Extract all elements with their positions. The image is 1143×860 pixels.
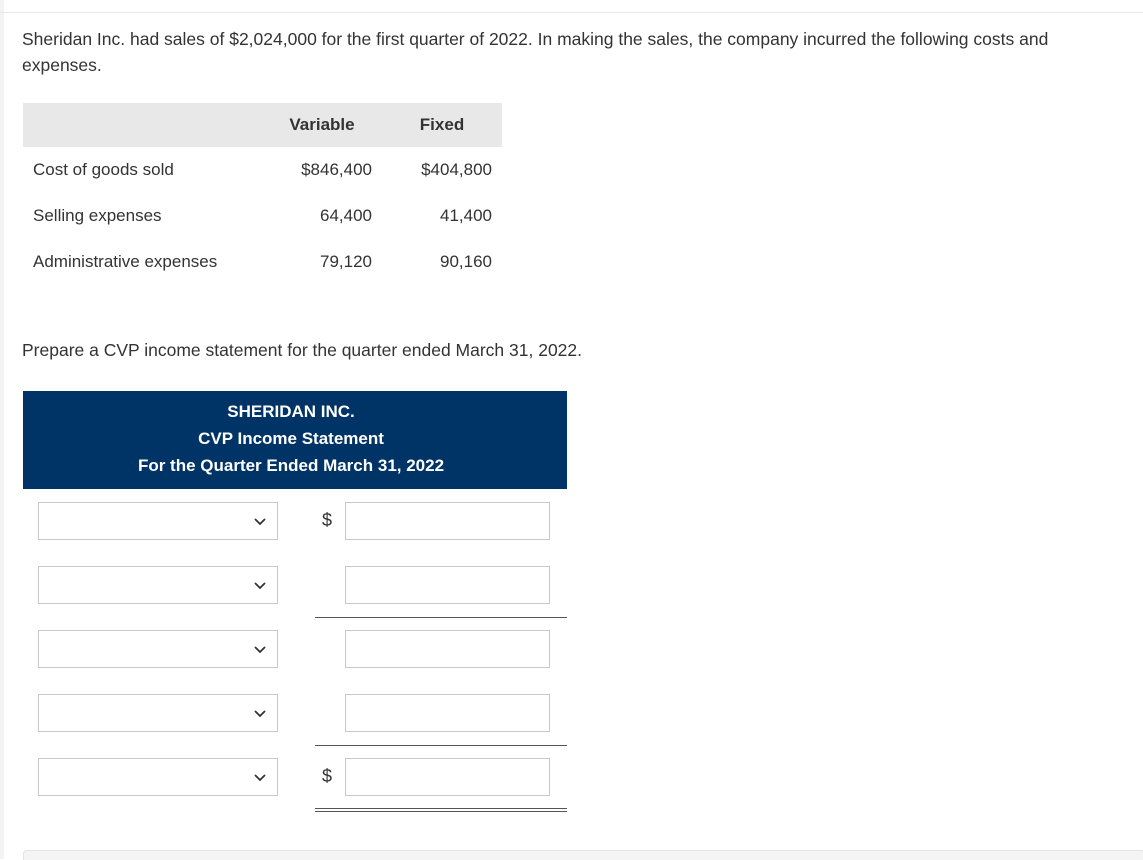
cost-table-header-variable: Variable [262, 103, 382, 147]
chevron-down-icon [252, 577, 268, 593]
amount-input-5[interactable] [345, 758, 550, 796]
cost-row-label: Administrative expenses [33, 252, 218, 271]
cost-row-selling [23, 193, 502, 239]
cost-row-label: Selling expenses [33, 206, 162, 225]
left-margin-bar [0, 0, 4, 859]
cost-row-cogs [23, 147, 502, 193]
line-item-select-1[interactable] [38, 502, 278, 540]
statement-period: For the Quarter Ended March 31, 2022 [137, 456, 445, 475]
line-item-select-5[interactable] [38, 758, 278, 796]
currency-symbol: $ [322, 766, 333, 786]
problem-intro: Sheridan Inc. had sales of $2,024,000 for the first quarter of 2022. In making the sales, the company incurred the following costs and expenses. [22, 29, 1049, 75]
line-item-select-3[interactable] [38, 630, 278, 668]
amount-input-4[interactable] [345, 694, 550, 732]
top-divider [0, 12, 1143, 13]
cost-row-label: Cost of goods sold [33, 160, 174, 179]
amount-input-2[interactable] [345, 566, 550, 604]
chevron-down-icon [252, 769, 268, 785]
line-item-select-4[interactable] [38, 694, 278, 732]
cost-table-header-fixed: Fixed [382, 103, 502, 147]
total-double-underline-top [315, 808, 567, 809]
chevron-down-icon [252, 513, 268, 529]
cost-row-variable: $846,400 [301, 160, 372, 179]
cost-row-fixed: $404,800 [421, 160, 492, 179]
amount-input-1[interactable] [345, 502, 550, 540]
cost-row-variable: 64,400 [320, 206, 372, 225]
statement-header [23, 391, 567, 489]
amount-input-3[interactable] [345, 630, 550, 668]
subtotal-underline [315, 745, 567, 746]
line-item-select-2[interactable] [38, 566, 278, 604]
statement-title: CVP Income Statement [198, 429, 384, 448]
cost-table-header-blank [23, 103, 262, 147]
cost-table-header-row [23, 103, 502, 147]
chevron-down-icon [252, 641, 268, 657]
cost-row-fixed: 41,400 [440, 206, 492, 225]
cost-row-fixed: 90,160 [440, 252, 492, 271]
cost-table [23, 103, 502, 285]
instruction-prompt: Prepare a CVP income statement for the quarter ended March 31, 2022. [22, 340, 582, 360]
subtotal-underline [315, 617, 567, 618]
cost-row-variable: 79,120 [320, 252, 372, 271]
statement-company: SHERIDAN INC. [227, 402, 355, 421]
cost-row-admin [23, 239, 502, 285]
chevron-down-icon [252, 705, 268, 721]
total-double-underline-bottom [315, 811, 567, 812]
currency-symbol: $ [322, 510, 333, 530]
